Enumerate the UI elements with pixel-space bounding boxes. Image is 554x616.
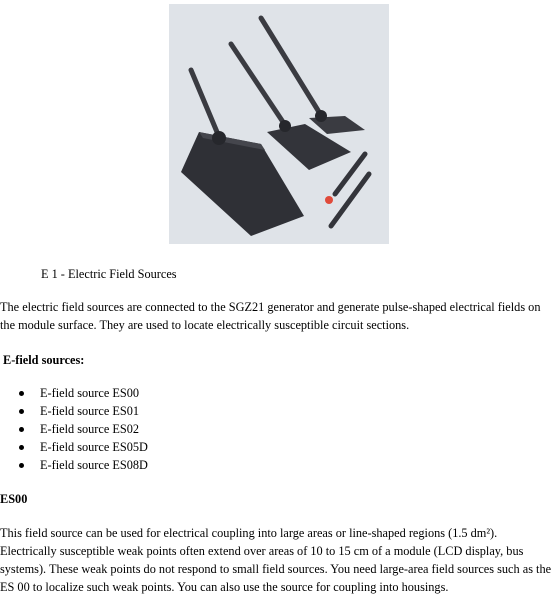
list-item: E-field source ES08D <box>0 456 148 474</box>
probe-tip <box>325 196 333 204</box>
source-list <box>0 384 148 474</box>
rod-2 <box>231 44 283 122</box>
bullet-icon <box>19 445 24 450</box>
es00-description: This field source can be used for electrical coupling into large areas or line-shaped regions (1.5 dm²). Electrically susceptible weak points often extend over areas of 10 to 15 cm of a module (LCD display, bus systems). These weak points do not respond to small field sources. You need large-area field sources such as the ES 00 to localize such weak points. You can also use the source for coupling into housings. <box>0 526 552 594</box>
list-item: E-field source ES00 <box>0 384 148 402</box>
rod-1 <box>191 70 217 132</box>
efield-sources-heading: E-field sources: <box>3 353 85 367</box>
intro-paragraph: The electric field sources are connected to the SGZ21 generator and generate pulse-shaped electrical fields on the module surface. They are used to locate electrically susceptible circuit sections. <box>0 300 541 332</box>
list-item: E-field source ES02 <box>0 420 148 438</box>
bullet-icon <box>19 427 24 432</box>
probe-2 <box>331 174 369 226</box>
list-item: E-field source ES01 <box>0 402 148 420</box>
product-photo <box>169 4 389 244</box>
bullet-icon <box>19 391 24 396</box>
es00-heading: ES00 <box>0 492 28 506</box>
bullet-icon <box>19 463 24 468</box>
list-item: E-field source ES05D <box>0 438 148 456</box>
bullet-icon <box>19 409 24 414</box>
field-sources-illustration <box>169 4 389 244</box>
figure-caption: E 1 - Electric Field Sources <box>41 267 177 281</box>
